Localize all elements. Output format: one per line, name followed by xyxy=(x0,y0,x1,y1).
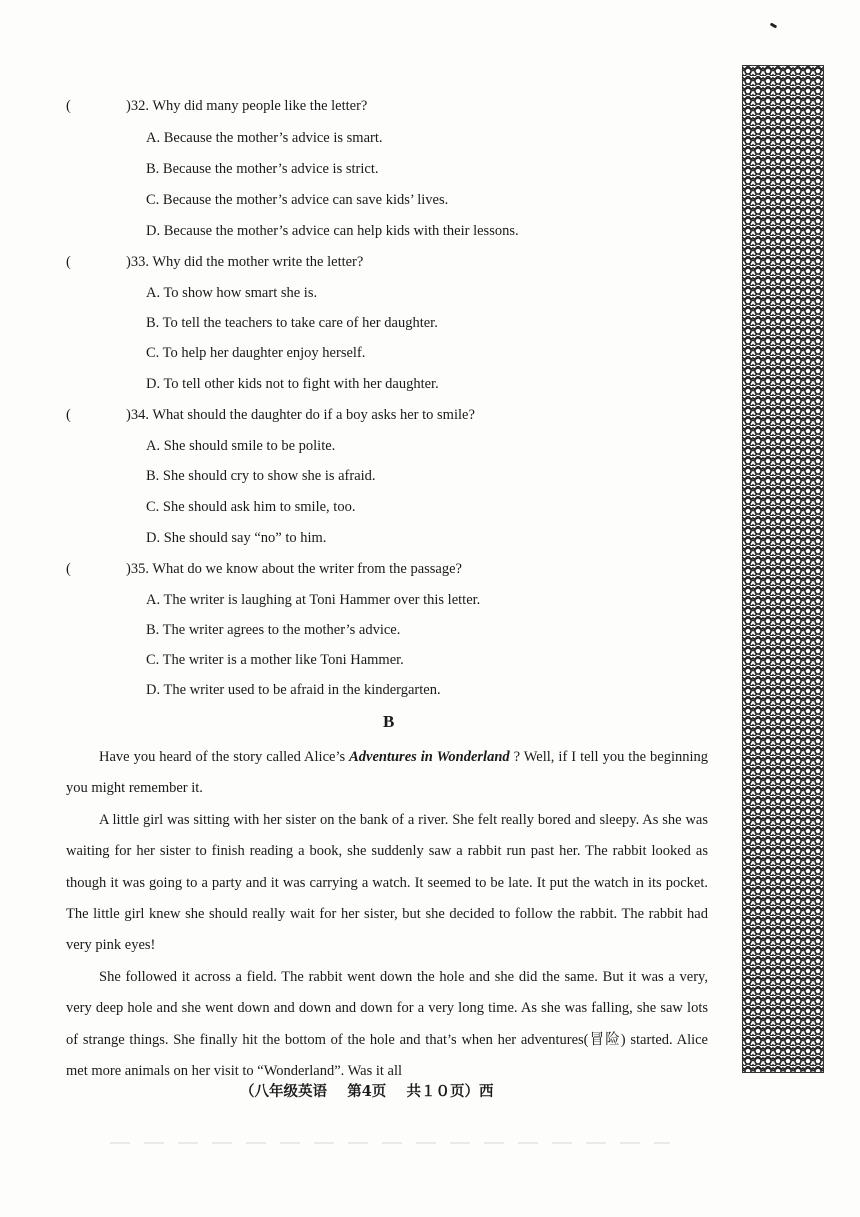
question-number: )34. xyxy=(126,407,149,423)
option-d: D. Because the mother’s advice can help kids with their lessons. xyxy=(146,223,519,239)
option-c: C. She should ask him to smile, too. xyxy=(146,499,356,515)
question-number: )35. xyxy=(126,561,149,577)
book-title: Adventures in Wonderland xyxy=(349,749,510,765)
option-c: C. The writer is a mother like Toni Hammer. xyxy=(146,652,404,668)
question-text: What do we know about the writer from the passage? xyxy=(152,561,462,577)
question-32 xyxy=(66,98,367,115)
question-34 xyxy=(66,407,475,424)
question-text: Why did many people like the letter? xyxy=(152,98,368,114)
option-d: D. She should say “no” to him. xyxy=(146,530,327,546)
answer-blank-open: ( xyxy=(66,98,71,114)
passage-paragraph-1 xyxy=(66,742,708,805)
bleed-through-mark xyxy=(110,1142,670,1144)
answer-blank-open: ( xyxy=(66,254,71,270)
passage-paragraph-2: A little girl was sitting with her sister on the bank of a river. She felt really bored and sleepy. As she was waiting for her sister to finish reading a book, she suddenly saw a rabbit run past her. The rabbit looked as though it was going to a party and it was carrying a watch. It seemed to be late. It put the watch in its pocket. The little girl knew she should really wait for her sister, but she decided to follow the rabbit. The rabbit had very pink eyes! xyxy=(66,811,708,954)
option-d: D. To tell other kids not to fight with her daughter. xyxy=(146,376,439,392)
question-35 xyxy=(66,561,462,578)
passage-text: ? Well, if I tell you the beginning you might remember it. xyxy=(66,749,708,797)
page-footer: （八年级英语 第4页 共１０页）西 xyxy=(240,1083,494,1100)
scan-speck xyxy=(770,22,778,28)
question-text: What should the daughter do if a boy asks her to smile? xyxy=(152,407,475,423)
option-b: B. She should cry to show she is afraid. xyxy=(146,468,376,484)
question-number: )32. xyxy=(126,98,149,114)
option-a: A. The writer is laughing at Toni Hammer over this letter. xyxy=(146,592,481,608)
option-c: C. Because the mother’s advice can save kids’ lives. xyxy=(146,192,449,208)
option-c: C. To help her daughter enjoy herself. xyxy=(146,345,366,361)
passage-text: Have you heard of the story called Alice’s xyxy=(99,749,350,765)
option-b: B. Because the mother’s advice is strict. xyxy=(146,161,379,177)
option-a: A. Because the mother’s advice is smart. xyxy=(146,130,383,146)
question-text: Why did the mother write the letter? xyxy=(152,254,364,270)
reading-passage xyxy=(66,742,708,1087)
option-a: A. She should smile to be polite. xyxy=(146,438,336,454)
answer-blank-open: ( xyxy=(66,407,71,423)
decorative-border-strip xyxy=(742,65,824,1073)
section-heading: B xyxy=(383,712,395,731)
question-33 xyxy=(66,254,363,271)
passage-paragraph-3: She followed it across a field. The rabbit went down the hole and she did the same. But it was a very, very deep hole and she went down and down and down for a very long time. As she was falling, she saw lots of strange things. She finally hit the bottom of the hole and that’s when her adventures(冒险) started. Alice met more animals on her visit to “Wonderland”. Was it all xyxy=(66,968,708,1080)
option-a: A. To show how smart she is. xyxy=(146,285,318,301)
option-b: B. To tell the teachers to take care of her daughter. xyxy=(146,315,438,331)
option-b: B. The writer agrees to the mother’s advice. xyxy=(146,622,401,638)
question-number: )33. xyxy=(126,254,149,270)
option-d: D. The writer used to be afraid in the kindergarten. xyxy=(146,682,441,698)
answer-blank-open: ( xyxy=(66,561,71,577)
